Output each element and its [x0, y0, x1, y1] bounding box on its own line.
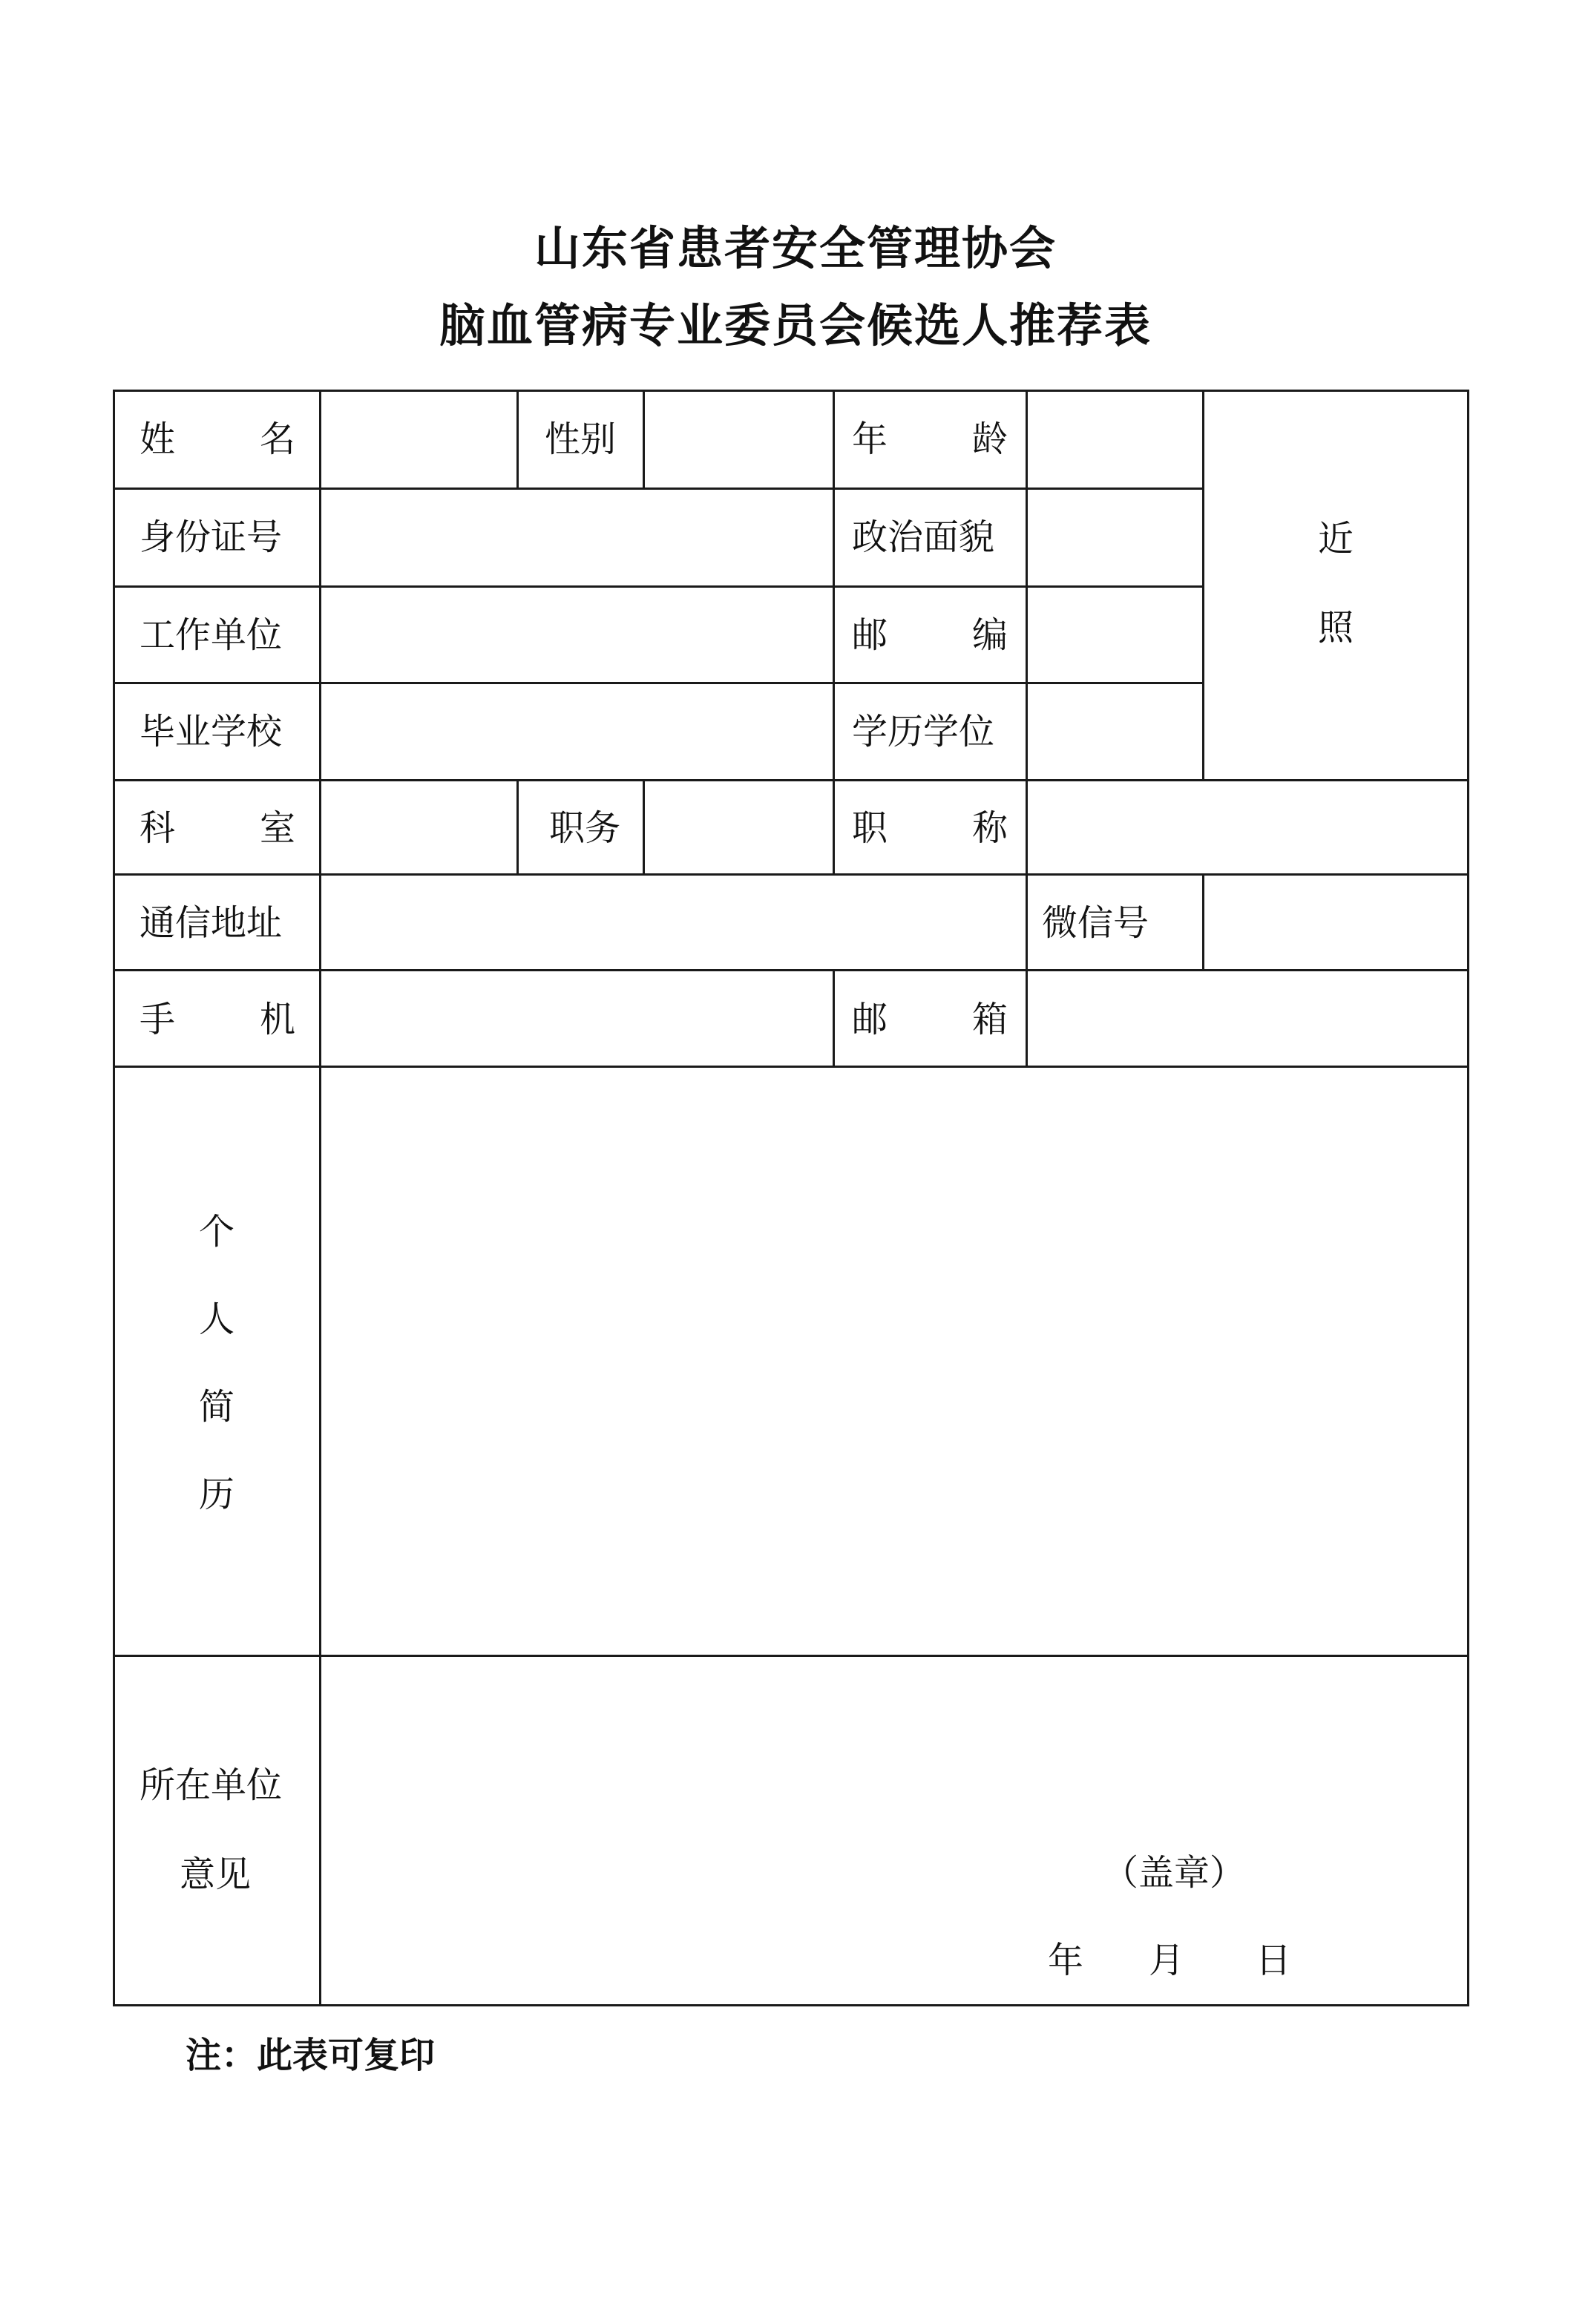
date-month: 月 — [1149, 1940, 1185, 1981]
column-divider — [643, 779, 645, 876]
degree-label: 学历学位 — [852, 711, 995, 752]
title-rank-label: 职 称 — [852, 807, 1008, 849]
department-label: 科 室 — [140, 807, 295, 849]
wechat-field[interactable] — [1205, 876, 1465, 968]
column-divider — [516, 390, 519, 489]
table-border-right — [1467, 390, 1469, 2006]
unit-opinion-field[interactable] — [322, 1658, 1465, 2003]
name-label: 姓 名 — [140, 418, 295, 460]
address-label: 通信地址 — [140, 902, 283, 944]
date-day: 日 — [1256, 1940, 1292, 1981]
degree-field[interactable] — [1029, 684, 1201, 778]
table-border-left — [113, 390, 115, 2006]
column-divider — [1202, 873, 1204, 971]
column-divider — [319, 390, 321, 2006]
column-divider — [516, 779, 519, 876]
column-divider — [1202, 390, 1204, 781]
footer-note: 注：此表可复印 — [186, 2035, 436, 2076]
postcode-field[interactable] — [1029, 588, 1201, 681]
row-divider — [113, 1066, 1469, 1068]
seal-text: （盖章） — [1103, 1852, 1246, 1894]
postcode-label: 邮 编 — [852, 614, 1008, 656]
title-rank-field[interactable] — [1029, 781, 1465, 872]
column-divider — [833, 390, 835, 876]
form-title-line-2: 脑血管病专业委员会候选人推荐表 — [439, 298, 1152, 352]
photo-placeholder[interactable]: 近 照 — [1317, 518, 1354, 649]
work-unit-field[interactable] — [322, 588, 831, 681]
age-label: 年 龄 — [852, 418, 1008, 460]
position-label: 职务 — [549, 807, 621, 849]
unit-opinion-label-line-1: 所在单位 — [140, 1765, 283, 1806]
gender-field[interactable] — [646, 392, 831, 487]
id-number-field[interactable] — [322, 490, 831, 585]
wechat-label: 微信号 — [1042, 902, 1149, 944]
address-field[interactable] — [322, 876, 1024, 968]
email-field[interactable] — [1029, 971, 1465, 1064]
row-divider — [113, 1655, 1469, 1657]
political-status-field[interactable] — [1029, 490, 1201, 585]
school-label: 毕业学校 — [140, 711, 283, 752]
column-divider — [833, 969, 835, 1068]
position-field[interactable] — [646, 781, 831, 872]
department-field[interactable] — [322, 781, 515, 872]
work-unit-label: 工作单位 — [140, 614, 283, 656]
political-status-label: 政治面貌 — [852, 516, 995, 558]
date-year: 年 — [1048, 1940, 1084, 1981]
column-divider — [643, 390, 645, 489]
resume-label: 个 人 简 历 — [198, 1211, 234, 1515]
age-field[interactable] — [1029, 392, 1201, 487]
id-number-label: 身份证号 — [140, 516, 283, 558]
table-border-bottom — [113, 2004, 1469, 2006]
mobile-label: 手 机 — [140, 999, 295, 1040]
name-field[interactable] — [322, 392, 515, 487]
school-field[interactable] — [322, 684, 831, 778]
email-label: 邮 箱 — [852, 999, 1008, 1040]
unit-opinion-label-line-2: 意见 — [180, 1854, 252, 1895]
mobile-field[interactable] — [322, 971, 831, 1064]
gender-label: 性别 — [545, 418, 617, 460]
resume-field[interactable] — [322, 1069, 1465, 1653]
form-title-line-1: 山东省患者安全管理协会 — [534, 221, 1057, 275]
column-divider — [1026, 390, 1028, 1068]
